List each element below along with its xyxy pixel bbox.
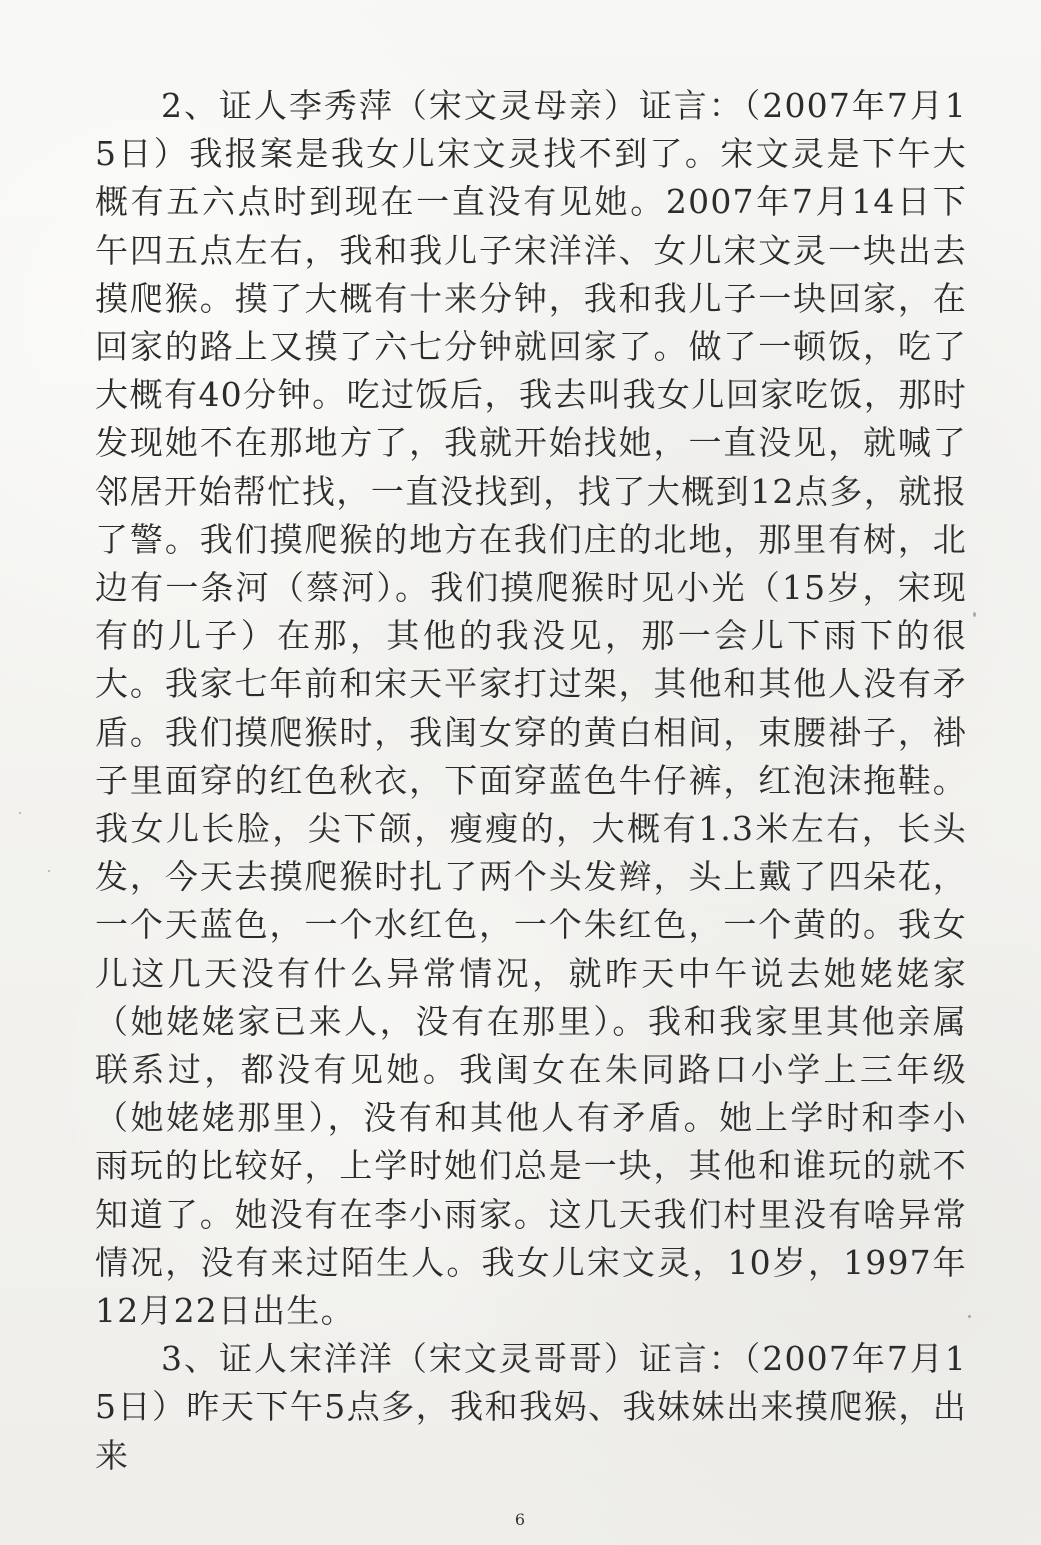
paper-speck — [968, 1315, 971, 1318]
paragraph-testimony-li-xiuping: 2、证人李秀萍（宋文灵母亲）证言：（2007年7月15日）我报案是我女儿宋文灵找不到了。宋文灵是下午大概有五六点时到现在一直没有见她。2007年7月14日下午四五点左右，我和我儿子宋洋洋、女儿宋文灵一块出去摸爬猴。摸了大概有十来分钟，我和我儿子一块回家，在回家的路上又摸了六七分钟就回家了。做了一顿饭，吃了大概有40分钟。吃过饭后，我去叫我女儿回家吃饭，那时发现她不在那地方了，我就开始找她，一直没见，就喊了邻居开始帮忙找，一直没找到，找了大概到12点多，就报了警。我们摸爬猴的地方在我们庄的北地，那里有树，北边有一条河（蔡河）。我们摸爬猴时见小光（15岁，宋现有的儿子）在那，其他的我没见，那一会儿下雨下的很大。我家七年前和宋天平家打过架，其他和其他人没有矛盾。我们摸爬猴时，我闺女穿的黄白相间，束腰褂子，褂子里面穿的红色秋衣，下面穿蓝色牛仔裤，红泡沫拖鞋。我女儿长脸，尖下颌，瘦瘦的，大概有1.3米左右，长头发，今天去摸爬猴时扎了两个头发辫，头上戴了四朵花，一个天蓝色，一个水红色，一个朱红色，一个黄的。我女儿这几天没有什么异常情况，就昨天中午说去她姥姥家（她姥姥家已来人，没有在那里）。我和我家里其他亲属联系过，都没有见她。我闺女在朱同路口小学上三年级（她姥姥那里），没有和其他人有矛盾。她上学时和李小雨玩的比较好，上学时她们总是一块，其他和谁玩的就不知道了。她没有在李小雨家。这几天我们村里没有啥异常情况，没有来过陌生人。我女儿宋文灵，10岁，1997年12月22日出生。 — [95, 86, 967, 1331]
paper-speck — [19, 812, 21, 814]
paragraph-testimony-song-yangyang: 3、证人宋洋洋（宋文灵哥哥）证言：（2007年7月15日）昨天下午5点多，我和我妈、我妹妹出来摸爬猴，出来 — [95, 1339, 967, 1475]
paper-speck — [48, 870, 50, 872]
paper-speck — [973, 612, 976, 617]
document-body — [95, 82, 967, 1480]
page-number: 6 — [514, 1510, 526, 1529]
